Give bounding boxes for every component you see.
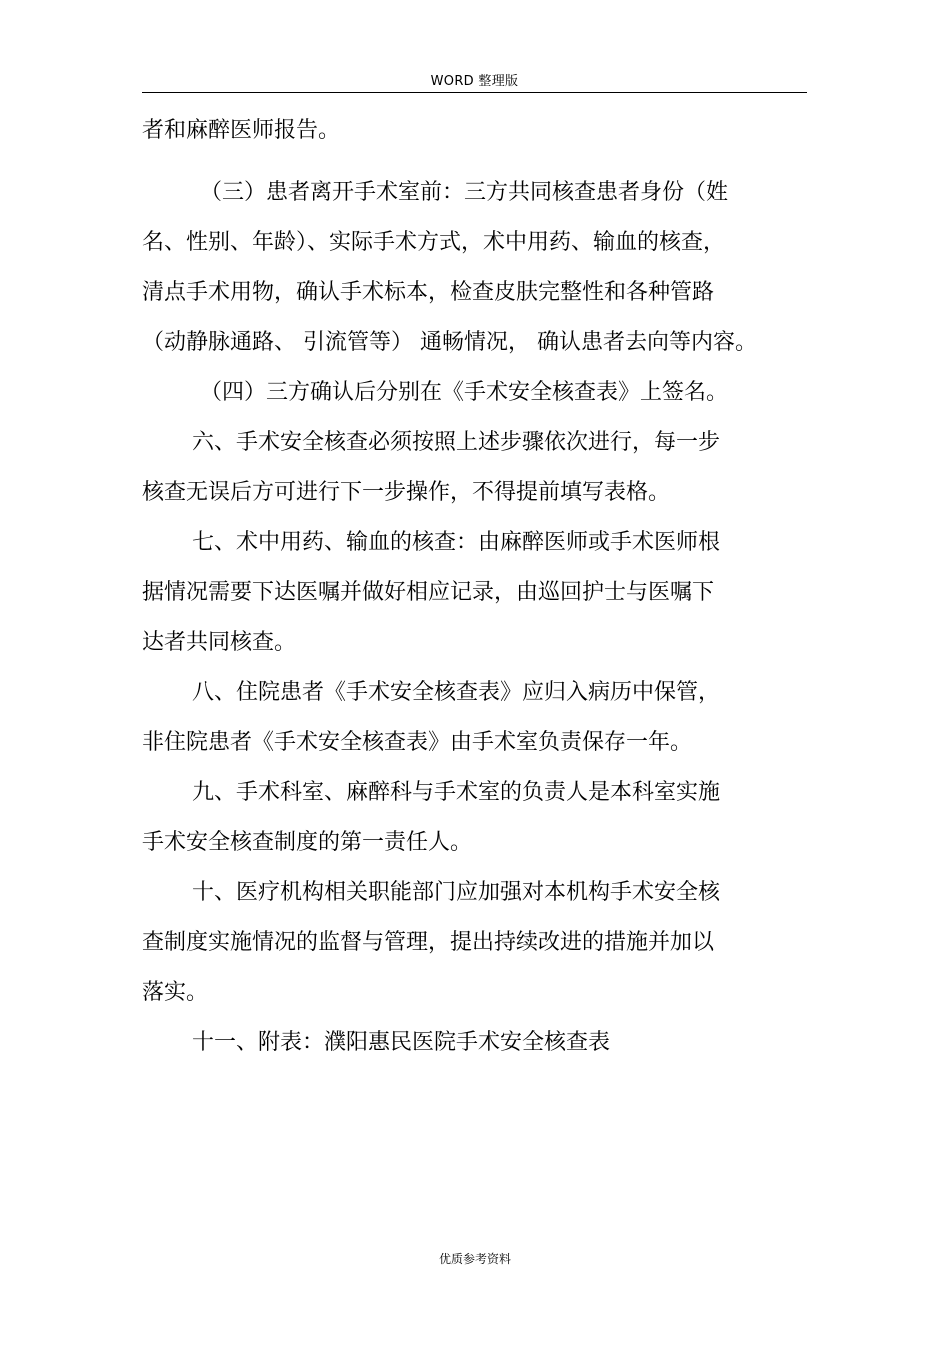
text-line: 七、术中用药、输血的核查：由麻醉医师或手术医师根: [192, 530, 721, 555]
text-line: （三）患者离开手术室前：三方共同核查患者身份（姓: [200, 180, 729, 205]
text-line: 九、手术科室、麻醉科与手术室的负责人是本科室实施: [192, 780, 721, 805]
text-line: 据情况需要下达医嘱并做好相应记录，由巡回护士与医嘱下: [142, 580, 715, 605]
text-line: 者和麻醉医师报告。: [142, 118, 341, 143]
text-line: 名、性别、年龄）、实际手术方式，术中用药、输血的核查，: [142, 230, 726, 255]
text-line: 清点手术用物，确认手术标本，检查皮肤完整性和各种管路: [142, 280, 715, 305]
text-line: 手术安全核查制度的第一责任人。: [142, 830, 473, 855]
text-line: （动静脉通路、 引流管等） 通畅情况， 确认患者去向等内容。: [142, 330, 757, 355]
header-title: WORD 整理版: [430, 74, 519, 89]
text-line: 八、住院患者《手术安全核查表》应归入病历中保管，: [192, 680, 721, 705]
text-line: 六、手术安全核查必须按照上述步骤依次进行，每一步: [192, 430, 721, 455]
text-line: 非住院患者《手术安全核查表》由手术室负责保存一年。: [142, 730, 693, 755]
text-line: 查制度实施情况的监督与管理，提出持续改进的措施并加以: [142, 930, 715, 955]
text-line: （四）三方确认后分别在《手术安全核查表》上签名。: [200, 380, 729, 405]
text-line: 落实。: [142, 980, 209, 1005]
text-line: 十、医疗机构相关职能部门应加强对本机构手术安全核: [192, 880, 721, 905]
page-header: [142, 66, 807, 93]
page-footer: 优质参考资料: [438, 1252, 511, 1266]
text-line: 十一、附表：濮阳惠民医院手术安全核查表: [192, 1030, 611, 1055]
text-line: 核查无误后方可进行下一步操作，不得提前填写表格。: [142, 480, 671, 505]
text-line: 达者共同核查。: [142, 630, 297, 655]
